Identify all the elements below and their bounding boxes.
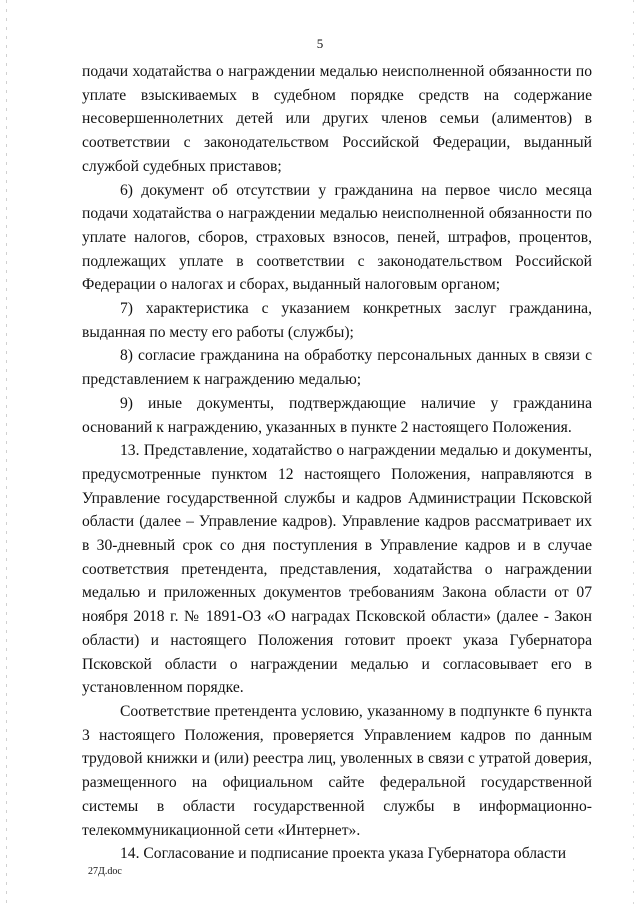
document-body: [82, 60, 592, 866]
paragraph-item-8: 8) согласие гражданина на обработку персональных данных в связи с представлением к награждению медалью;: [82, 347, 592, 389]
paragraph-compliance-check: Соответствие претендента условию, указанному в подпункте 6 пункта 3 настоящего Положения, проверяется Управлением кадров по данным трудовой книжки и (или) реестра лиц, уволенных в связи с утратой доверия, размещенного на официальном сайте федеральной государственной системы в области государственной службы в информационно-телекоммуникационной сети «Интернет».: [82, 702, 592, 839]
paragraph-section-14: 14. Согласование и подписание проекта указа Губернатора области: [120, 845, 567, 863]
paragraph-item-6: 6) документ об отсутствии у гражданина на первое число месяца подачи ходатайства о награждении медалью неисполненной обязанности по уплате налогов, сборов, страховых взносов, пеней, штрафов, процентов, подлежащих уплате в соответствии с законодательством Российской Федерации о налогах и сборах, выданный налоговым органом;: [82, 181, 592, 294]
paragraph-continuation: подачи ходатайства о награждении медалью неисполненной обязанности по уплате взыскиваемых в судебном порядке средств на содержание несовершеннолетних детей или других членов семьи (алиментов) в соответствии с законодательством Российской Федерации, выданный службой судебных приставов;: [82, 63, 592, 175]
file-name-footer: 27Д.doc: [88, 866, 122, 877]
scan-edge-left: [6, 0, 7, 905]
paragraph-item-9: 9) иные документы, подтверждающие наличие у гражданина оснований к награждению, указанных в пункте 2 настоящего Положения.: [82, 394, 592, 436]
scan-edge-right: [633, 0, 634, 905]
paragraph-section-13: 13. Представление, ходатайство о награждении медалью и документы, предусмотренные пунктом 12 настоящего Положения, направляются в Управление государственной службы и кадров Администрации Псковской области (далее – Управление кадров). Управление кадров рассматривает их в 30-дневный срок со дня поступления в Управление кадров и в случае соответствия претендента, представления, ходатайства о награждении медалью и приложенных документов требованиям Закона области от 07 ноября 2018 г. № 1891-ОЗ «О наградах Псковской области» (далее - Закон области) и настоящего Положения готовит проект указа Губернатора Псковской области о награждении медалью и согласовывает его в установленном порядке.: [82, 442, 592, 697]
paragraph-item-7: 7) характеристика с указанием конкретных заслуг гражданина, выданная по месту его работы (службы);: [82, 300, 592, 341]
page-number: 5: [316, 36, 324, 51]
